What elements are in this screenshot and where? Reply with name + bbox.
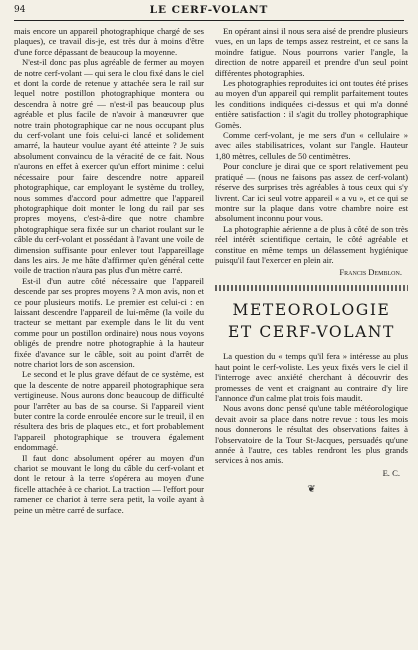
right-column: [215, 26, 408, 644]
section-paragraph-2: Nous avons donc pensé qu'une table météorologique devait avoir sa place dans notre revue : tous les mois nous donnerons le résultat des observations faites à l'observatoire de la Tour St-Jacques, persuadés qu'une année à l'autre, ces tables rendront les plus grands services à nos amis.: [215, 403, 408, 466]
right-paragraph-5: La photographie aérienne a de plus à côté de son très réel intérêt scientifique certain, le côté agréable et constitue en même temps un délassement hygiénique puisqu'il faut l'exercer en plein air.: [215, 223, 408, 265]
right-paragraph-2: Les photographies reproduites ici ont toutes été prises au moyen d'un appareil qui remplit parfaitement toutes les conditions indiquées ci-dessus et qui m'a donné entière satisfaction : il s'agit du trolley photographique Gomès.: [215, 78, 408, 130]
left-paragraph-2: N'est-il donc pas plus agréable de fermer au moyen de notre cerf-volant — qui sera le clou fixé dans le ciel et dont la corde de retenue y attachée sera le rail sur lequel notre postillon photographique montera ou descendra à notre gré — n'est-il pas beaucoup plus agréable et plus facile de n'avoir à manœuvrer que notre train photographique car ne nous occupant plus du cerf-volant une fois celui-ci lancé et solidement amarré, la hauteur voulue ayant été atteinte ? Je suis absolument convaincu de la véracité de ce fait. Nous n'aurons en effet à exercer qu'un effort minime : celui nécessaire pour faire descendre notre appareil photographique, car employant le système du trolley, nous sommes d'accord pour admettre que l'appareil photographique doit monter le long du rail par ses propres moyens, c'est-à-dire que notre chambre photographique sera fixée sur un chariot roulant sur le câble du cerf-volant et possédant à l'avant une voile de dimension suffisante pour enlever tout l'appareillage dans les airs. Je me hâte d'affirmer qu'en général cette voile de traction n'aura pas plus d'un mètre carré.: [14, 57, 204, 276]
page-number: 94: [14, 5, 26, 15]
section-paragraph-1: La question du « temps qu'il fera » intéresse au plus haut point le cerf-voliste. Les yeux fixés vers le ciel il l'interroge avec anxiété cherchant à découvrir des promesses de vent et craignant au contraire d'y lire l'annonce d'un calme plat trois fois maudit.: [215, 351, 408, 403]
left-column: [14, 26, 204, 644]
right-paragraph-1: En opérant ainsi il nous sera aisé de prendre plusieurs vues, en un laps de temps assez restreint, et ce sans la moindre fatigue. Nous pourrons varier l'angle, la direction de notre appareil et prendre d'un seul point différentes photographies.: [215, 26, 408, 78]
fleuron-ornament-icon: ❦: [307, 483, 316, 495]
right-paragraph-3: Comme cerf-volant, je me sers d'un « cellulaire » avec ailes stabilisatrices, volant sur l'angle. Hauteur 1,80 mètres, cellules de 50 centimètres.: [215, 130, 408, 161]
ornamental-divider: [215, 285, 408, 291]
section-initials: E. C.: [382, 467, 400, 478]
author-signature: Francis Demblon.: [339, 267, 402, 278]
left-paragraph-3: Est-il d'un autre côté nécessaire que l'appareil descende par ses propres moyens ? A mon avis, non et ce pour plusieurs motifs. Le premier est celui-ci : en laissant descendre l'appareil de lui-même (la voile du tracteur se mettant par exemple dans le lit du vent comme pour un postillon ordinaire) nous nous voyons obligés de prendre notre photographie à la hauteur fixée d'avance sur le câble, soit au point d'arrêt de notre chariot lors de son ascension.: [14, 275, 204, 369]
running-header: [14, 4, 404, 21]
section-title-line-1: METEOROLOGIE: [232, 301, 391, 320]
section-title-line-2: ET CERF-VOLANT: [227, 323, 395, 342]
section-title: [215, 299, 408, 343]
journal-title: LE CERF-VOLANT: [149, 4, 269, 16]
right-paragraph-4: Pour conclure je dirai que ce sport relativement peu pratiqué — (nous ne faisons pas assez de cerf-volant) réserve des surprises très agréables à tous ceux qui s'y livrent. Car ici seul votre appareil « a vu », et ce qui se montre sur la plaque dans votre chambre noire est absolument inconnu pour vous.: [215, 161, 408, 224]
left-paragraph-5: Il faut donc absolument opérer au moyen d'un chariot se mouvant le long du câble du cerf-volant et dont le retour à la terre s'opérera au moyen d'une ficelle attachée à ce chariot. La traction — l'effort pour ramener ce chariot à terre sera petit, la voile ayant à peine un mètre carré de surface.: [14, 452, 204, 515]
left-paragraph-1: mais encore un appareil photographique chargé de ses plaques), ce travail dis-je, est très dur à moins d'être d'une force dépassant de beaucoup la moyenne.: [14, 26, 204, 57]
left-paragraph-4: Le second et le plus grave défaut de ce système, est que la descente de notre appareil photographique sera vertigineuse. Nous aurons donc beaucoup de difficulté pour l'arrêter au bas de sa course. Si l'appareil vient buter contre la corde enroulée encore sur le treuil, il en résultera des bris de plaques etc., et fort probablement l'appareil photographique se trouvera également endommagé.: [14, 369, 204, 453]
